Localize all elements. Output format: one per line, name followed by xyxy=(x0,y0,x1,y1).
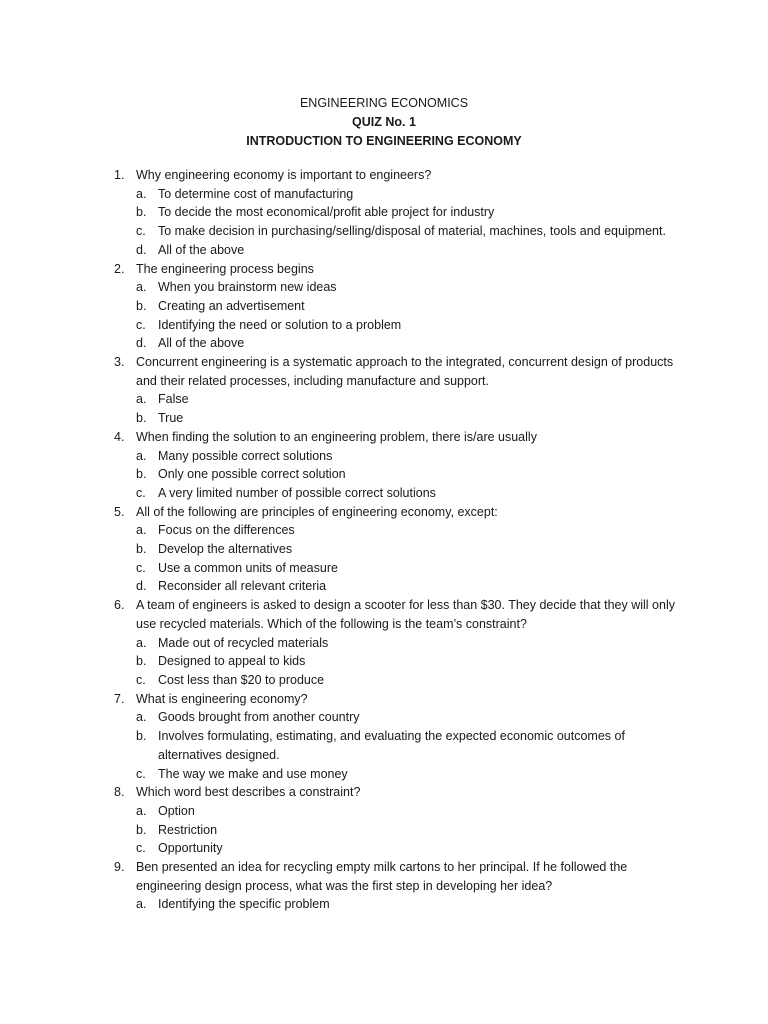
option-text: The way we make and use money xyxy=(158,766,348,781)
answer-option xyxy=(136,727,688,764)
option-list xyxy=(136,390,688,427)
answer-option xyxy=(136,671,688,690)
answer-option xyxy=(136,465,688,484)
option-text: All of the above xyxy=(158,242,245,257)
question-list xyxy=(0,166,768,914)
answer-option xyxy=(136,652,688,671)
question-item xyxy=(0,858,768,914)
question-number: 1. xyxy=(114,168,125,182)
quiz-topic: INTRODUCTION TO ENGINEERING ECONOMY xyxy=(246,134,522,148)
question-text: What is engineering economy? xyxy=(136,691,308,706)
answer-option xyxy=(136,222,688,241)
option-text: Involves formulating, estimating, and evaluating the expected economic outcomes of alternatives designed. xyxy=(158,729,625,762)
question-text: Which word best describes a constraint? xyxy=(136,785,361,800)
option-text: Many possible correct solutions xyxy=(158,448,333,463)
answer-option xyxy=(136,577,688,596)
question-item xyxy=(0,596,768,690)
question-text: Why engineering economy is important to engineers? xyxy=(136,168,432,182)
option-text: Designed to appeal to kids xyxy=(158,654,306,669)
option-text: False xyxy=(158,392,189,407)
option-text: Reconsider all relevant criteria xyxy=(158,579,327,594)
option-text: To decide the most economical/profit able project for industry xyxy=(158,205,495,220)
answer-option xyxy=(136,297,688,316)
option-letter: a. xyxy=(136,280,147,295)
question-item xyxy=(0,166,768,260)
answer-option xyxy=(136,839,688,858)
option-list xyxy=(136,278,688,353)
option-letter: d. xyxy=(136,579,147,594)
answer-option xyxy=(136,390,688,409)
option-text: To make decision in purchasing/selling/disposal of material, machines, tools and equipment. xyxy=(158,224,666,239)
option-text: Identifying the specific problem xyxy=(158,897,330,912)
option-letter: b. xyxy=(136,654,147,669)
option-list xyxy=(136,185,688,260)
answer-option xyxy=(136,559,688,578)
option-letter: c. xyxy=(136,224,146,239)
question-number: 9. xyxy=(114,860,125,875)
question-text: When finding the solution to an engineering problem, there is/are usually xyxy=(136,429,537,444)
question-number: 7. xyxy=(114,691,125,706)
option-letter: a. xyxy=(136,635,147,650)
option-list xyxy=(136,634,688,690)
question-text: The engineering process begins xyxy=(136,261,314,276)
option-letter: c. xyxy=(136,766,146,781)
option-letter: b. xyxy=(136,542,147,557)
option-text: Identifying the need or solution to a problem xyxy=(158,317,402,332)
option-text: Use a common units of measure xyxy=(158,560,338,575)
option-letter: a. xyxy=(136,186,147,201)
option-text: Only one possible correct solution xyxy=(158,467,346,482)
option-text: Made out of recycled materials xyxy=(158,635,329,650)
option-letter: a. xyxy=(136,710,147,725)
option-letter: c. xyxy=(136,560,146,575)
option-letter: b. xyxy=(136,411,147,426)
answer-option xyxy=(136,484,688,503)
question-number: 3. xyxy=(114,355,125,370)
option-text: Restriction xyxy=(158,822,218,837)
option-text: True xyxy=(158,411,184,426)
question-text: All of the following are principles of engineering economy, except: xyxy=(136,504,498,519)
option-text: Develop the alternatives xyxy=(158,542,293,557)
answer-option xyxy=(136,316,688,335)
option-letter: a. xyxy=(136,897,147,912)
answer-option xyxy=(136,185,688,204)
option-letter: d. xyxy=(136,336,147,351)
option-list xyxy=(136,895,688,914)
option-letter: a. xyxy=(136,448,147,463)
option-letter: d. xyxy=(136,242,147,257)
option-text: Goods brought from another country xyxy=(158,710,360,725)
answer-option xyxy=(136,540,688,559)
answer-option xyxy=(136,521,688,540)
question-number: 5. xyxy=(114,504,125,519)
question-number: 8. xyxy=(114,785,125,800)
option-text: To determine cost of manufacturing xyxy=(158,186,354,201)
option-letter: a. xyxy=(136,523,147,538)
question-item xyxy=(0,353,768,428)
answer-option xyxy=(136,409,688,428)
answer-option xyxy=(136,634,688,653)
answer-option xyxy=(136,708,688,727)
option-text: A very limited number of possible correct solutions xyxy=(158,485,436,500)
option-letter: b. xyxy=(136,467,147,482)
option-text: Focus on the differences xyxy=(158,523,295,538)
question-item xyxy=(0,690,768,784)
answer-option xyxy=(136,203,688,222)
option-text: Cost less than $20 to produce xyxy=(158,672,325,687)
question-text: Ben presented an idea for recycling empty milk cartons to her principal. If he followed the engineering design process, what was the first step in developing her idea? xyxy=(136,860,628,893)
option-text: All of the above xyxy=(158,336,245,351)
course-title: ENGINEERING ECONOMICS xyxy=(299,96,469,110)
answer-option xyxy=(136,765,688,784)
option-text: When you brainstorm new ideas xyxy=(158,280,337,295)
answer-option xyxy=(136,334,688,353)
option-letter: c. xyxy=(136,485,146,500)
option-text: Opportunity xyxy=(158,841,223,856)
answer-option xyxy=(136,278,688,297)
question-text: A team of engineers is asked to design a scooter for less than $30. They decide that they will only use recycled materials. Which of the following is the team’s constraint? xyxy=(136,598,675,631)
question-number: 2. xyxy=(114,261,125,276)
option-list xyxy=(136,521,688,596)
answer-option xyxy=(136,895,688,914)
option-letter: c. xyxy=(136,841,146,856)
question-item xyxy=(0,503,768,597)
answer-option xyxy=(136,802,688,821)
option-list xyxy=(136,802,688,858)
quiz-number: QUIZ No. 1 xyxy=(352,115,416,129)
option-text: Creating an advertisement xyxy=(158,298,305,313)
answer-option xyxy=(136,447,688,466)
option-letter: a. xyxy=(136,803,147,818)
answer-option xyxy=(136,821,688,840)
option-letter: c. xyxy=(136,672,146,687)
question-item xyxy=(0,260,768,354)
answer-option xyxy=(136,241,688,260)
option-letter: b. xyxy=(136,822,147,837)
question-text: Concurrent engineering is a systematic approach to the integrated, concurrent design of products and their related processes, including manufacture and support. xyxy=(136,355,674,388)
option-list xyxy=(136,447,688,503)
option-letter: c. xyxy=(136,317,146,332)
option-text: Option xyxy=(158,803,195,818)
option-letter: a. xyxy=(136,392,147,407)
question-number: 4. xyxy=(114,429,125,444)
option-list xyxy=(136,708,688,783)
question-item xyxy=(0,783,768,858)
option-letter: b. xyxy=(136,205,147,220)
option-letter: b. xyxy=(136,298,147,313)
question-number: 6. xyxy=(114,598,125,613)
option-letter: b. xyxy=(136,729,147,744)
question-item xyxy=(0,428,768,503)
